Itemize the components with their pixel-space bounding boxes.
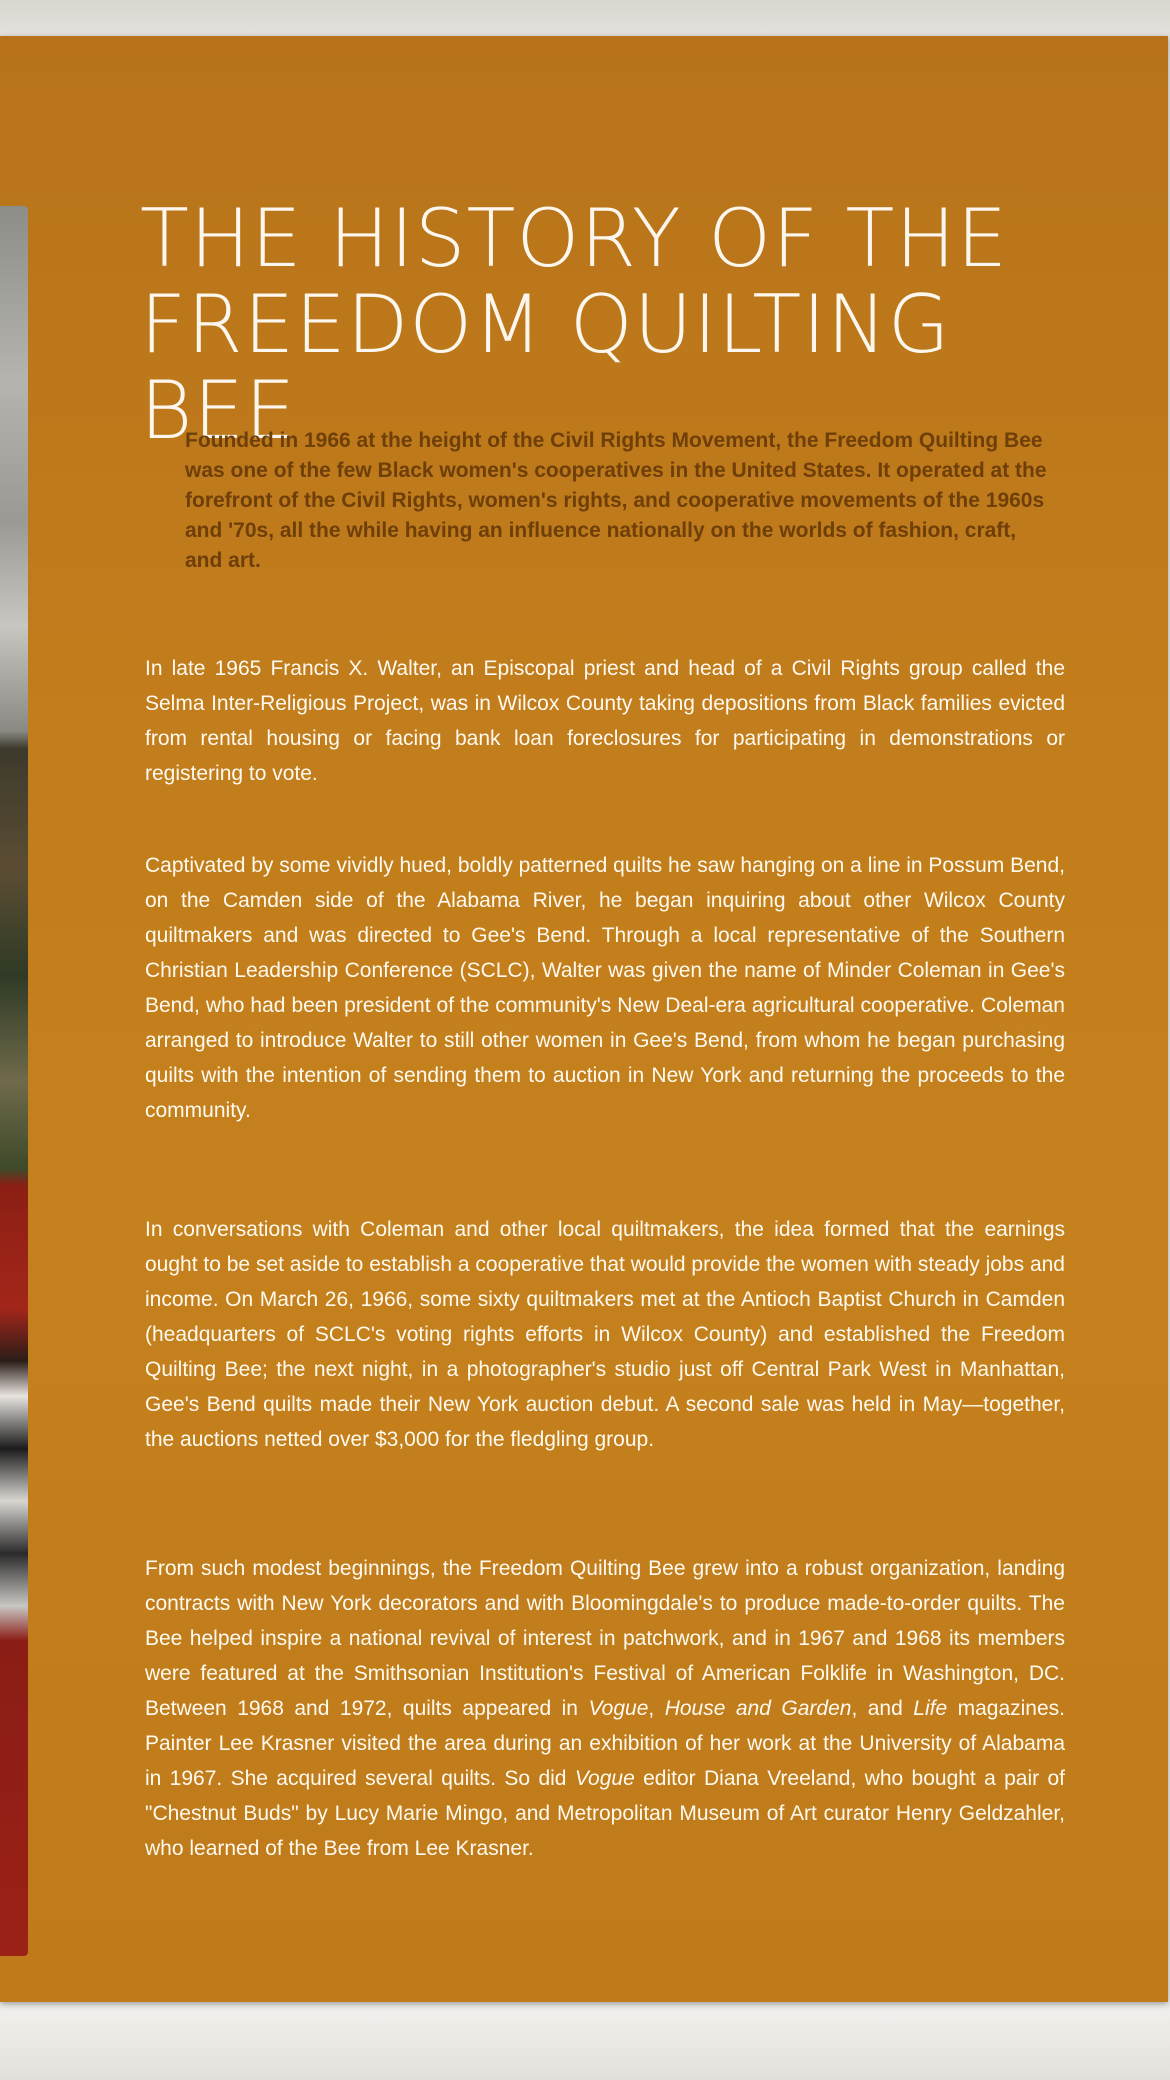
para4-text-1: From such modest beginnings, the Freedom Quilting Bee grew into a robust organization, landing contracts with New York decorators and with Bloomingdale's to produce made-to-order quilts. The Bee helped inspire a national revival of interest in patchwork, and in 1967 and 1968 its members were featured at the Smithsonian Institution's Festival of American Folklife in Washington, DC. Between 1968 and 1972, quilts appeared in: [145, 1557, 1065, 1720]
body-paragraph-3: In conversations with Coleman and other local quiltmakers, the idea formed that the earnings ought to be set aside to establish a cooperative that would provide the women with steady jobs and income. On March 26, 1966, some sixty quiltmakers met at the Antioch Baptist Church in Camden (headquarters of SCLC's voting rights efforts in Wilcox County) and established the Freedom Quilting Bee; the next night, in a photographer's studio just off Central Park West in Manhattan, Gee's Bend quilts made their New York auction debut. A second sale was held in May—together, the auctions netted over $3,000 for the fledgling group.: [145, 1218, 1065, 1451]
magazine-house-and-garden: House and Garden: [664, 1697, 852, 1720]
panel-title-line-1: THE HISTORY OF THE: [140, 192, 1009, 285]
panel-title: [140, 192, 1060, 457]
para4-text-5: editor Diana Vreeland, who bought a pair of "Chestnut Buds" by Lucy Marie Mingo, and Metropolitan Museum of Art curator Henry Geldzahler, who learned of the Bee from Lee Krasner.: [145, 1767, 1065, 1860]
body-paragraph-1: In late 1965 Francis X. Walter, an Episcopal priest and head of a Civil Rights group called the Selma Inter-Religious Project, was in Wilcox County taking depositions from Black families evicted from rental housing or facing bank loan foreclosures for participating in demonstrations or registering to vote.: [145, 657, 1065, 785]
magazine-vogue-2: Vogue: [574, 1767, 635, 1790]
para4-text-2: ,: [648, 1697, 665, 1720]
magazine-vogue: Vogue: [588, 1697, 649, 1720]
lead-paragraph: Founded in 1966 at the height of the Civil Rights Movement, the Freedom Quilting Bee was one of the few Black women's cooperatives in the United States. It operated at the forefront of the Civil Rights, women's rights, and cooperative movements of the 1960s and '70s, all the while having an influence nationally on the worlds of fashion, craft, and art.: [185, 429, 1047, 572]
para4-text-3: , and: [851, 1697, 914, 1720]
para4-text-4: magazines. Painter Lee Krasner visited the area during an exhibition of her work at the University of Alabama in 1967. She acquired several quilts. So did: [145, 1697, 1065, 1790]
exhibit-panel: [0, 36, 1168, 2002]
magazine-life: Life: [913, 1697, 948, 1720]
panel-title-line-2: FREEDOM QUILTING BEE: [140, 278, 951, 457]
panel-content: [140, 192, 1065, 1860]
body-paragraph-2: Captivated by some vividly hued, boldly patterned quilts he saw hanging on a line in Possum Bend, on the Camden side of the Alabama River, he began inquiring about other Wilcox County quiltmakers and was directed to Gee's Bend. Through a local representative of the Southern Christian Leadership Conference (SCLC), Walter was given the name of Minder Coleman in Gee's Bend, who had been president of the community's New Deal-era agricultural cooperative. Coleman arranged to introduce Walter to still other women in Gee's Bend, from whom he began purchasing quilts with the intention of sending them to auction in New York and returning the proceeds to the community.: [145, 854, 1065, 1122]
adjacent-photo-panel: [0, 206, 28, 1956]
body-paragraph-4: [145, 1551, 1065, 1866]
